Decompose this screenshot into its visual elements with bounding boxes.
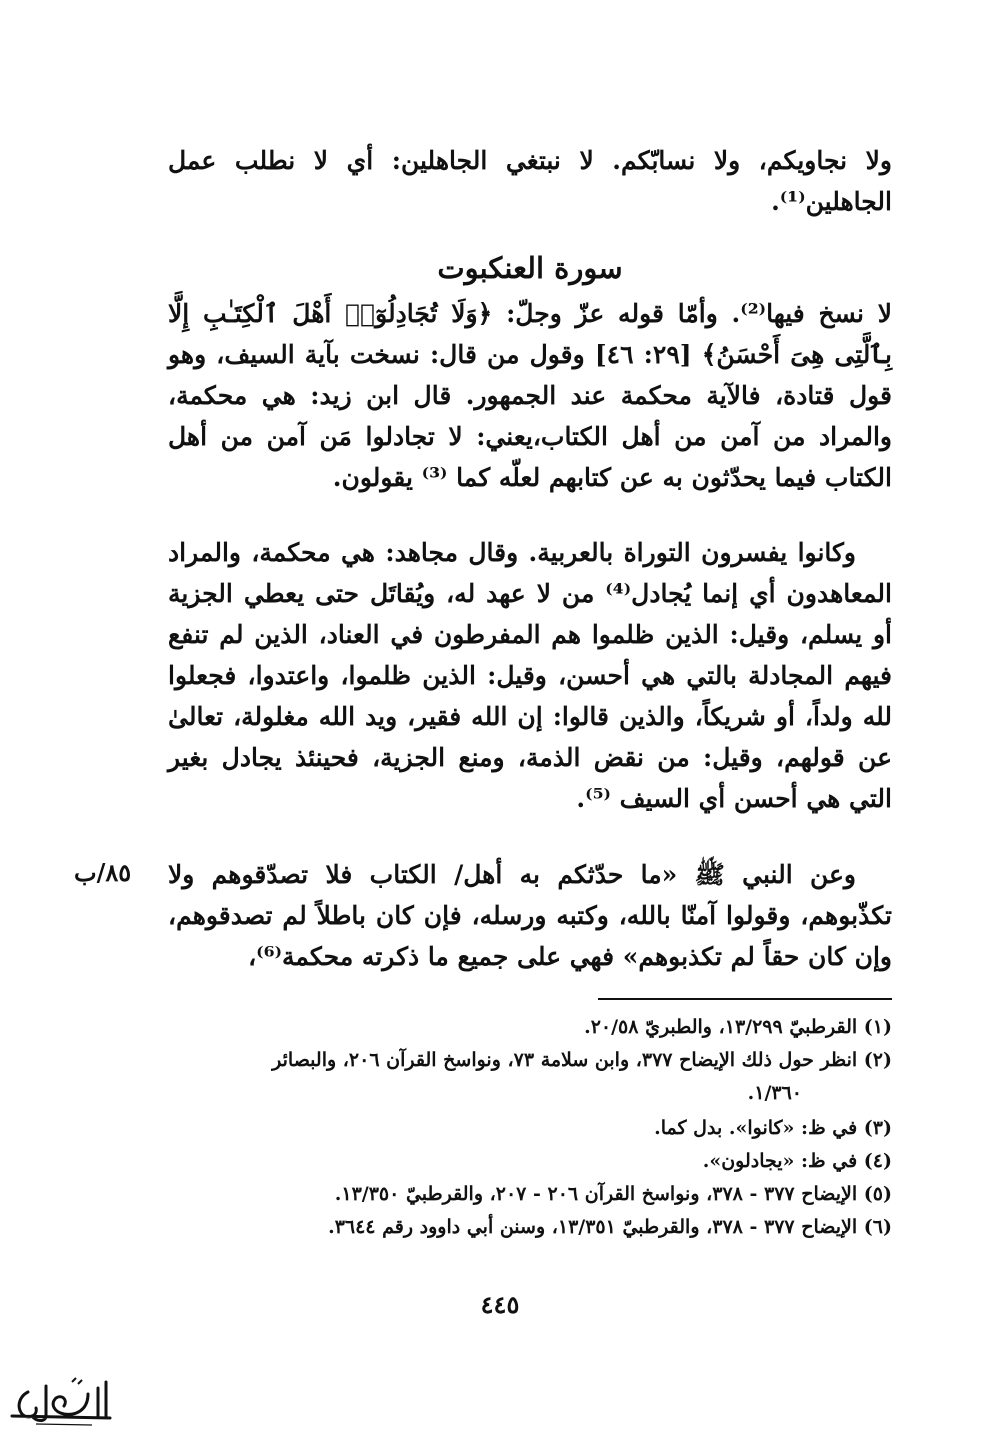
footnote-6: (٦) الإيضاح ٣٧٧ - ٣٧٨، والقرطبيّ ١٣/٣٥١، وسنن أبي داوود رقم ٣٦٤٤. xyxy=(328,1216,892,1238)
page-number: ٤٤٥ xyxy=(480,1290,520,1319)
footnote-divider xyxy=(598,998,892,1000)
footnote-3: (٣) في ظ: «كانوا». بدل كما. xyxy=(654,1117,892,1139)
footnote-5: (٥) الإيضاح ٣٧٧ - ٣٧٨، ونواسخ القرآن ٢٠٦ - ٢٠٧، والقرطبيّ ١٣/٣٥٠. xyxy=(334,1183,892,1205)
paragraph-4: وعن النبي ﷺ «ما حدّثكم به أهل/ الكتاب فلا تصدّقوهم ولا تكذّبوهم، وقولوا آمنّا بالله، وكتبه ورسله، فإن كان باطلاً لم تصدقوهم، وإن كان حقاً لم تكذبوهم» فهي على جميع ما ذكرته محكمة⁽⁶⁾، xyxy=(168,860,892,971)
paragraph-3: وكانوا يفسرون التوراة بالعربية. وقال مجاهد: هي محكمة، والمراد المعاهدون أي إنما يُجادل⁽⁴⁾ من لا عهد له، ويُقاتَل حتى يعطي الجزية أو يسلم، وقيل: الذين ظلموا هم المفرطون في العناد، الذين لم تنفع فيهم المجادلة بالتي هي أحسن، وقيل: الذين ظلموا، واعتدوا، فجعلوا لله ولداً، أو شريكاً، والذين قالوا: إن الله فقير، ويد الله مغلولة، تعالىٰ عن قولهم، وقيل: من نقض الذمة، ومنع الجزية، فحينئذ يجادل بغير التي هي أحسن أي السيف ⁽⁵⁾. xyxy=(168,538,892,813)
footnote-1: (١) القرطبيّ ١٣/٢٩٩، والطبريّ ٢٠/٥٨. xyxy=(584,1016,892,1038)
paragraph-2: لا نسخ فيها⁽²⁾. وأمّا قوله عزّ وجلّ: ﴿وَلَا تُجَادِلُوٓا۟ أَهْلَ ٱلْكِتَـٰبِ إِلَّا بِٱلَّتِى هِىَ أَحْسَنُ﴾ [٢٩: ٤٦] وقول من قال: نسخت بآية السيف، وهو قول قتادة، فالآية محكمة عند الجمهور. قال ابن زيد: هي محكمة، والمراد من آمن من أهل الكتاب،يعني: لا تجادلوا مَن آمن من أهل الكتاب فيما يحدّثون به عن كتابهم لعلّه كما ⁽³⁾ يقولون. xyxy=(168,299,893,492)
footnote-2: (٢) انظر حول ذلك الإيضاح ٣٧٧، وابن سلامة ٧٣، ونواسخ القرآن ٢٠٦، والبصائر xyxy=(272,1049,892,1071)
paragraph-1: ولا نجاويكم، ولا نسابّكم. لا نبتغي الجاهلين: أي لا نطلب عمل الجاهلين⁽¹⁾. xyxy=(168,146,892,216)
footnote-2-continuation: ١/٣٦٠. xyxy=(747,1082,802,1104)
footnotes xyxy=(168,1012,892,1245)
footnote-4: (٤) في ظ: «يجادلون». xyxy=(702,1150,892,1172)
surah-heading: سورة العنكبوت xyxy=(437,251,623,285)
calligraphy-seal-logo xyxy=(6,1376,116,1432)
manuscript-folio-marker: ٨٥/ب xyxy=(74,858,132,887)
